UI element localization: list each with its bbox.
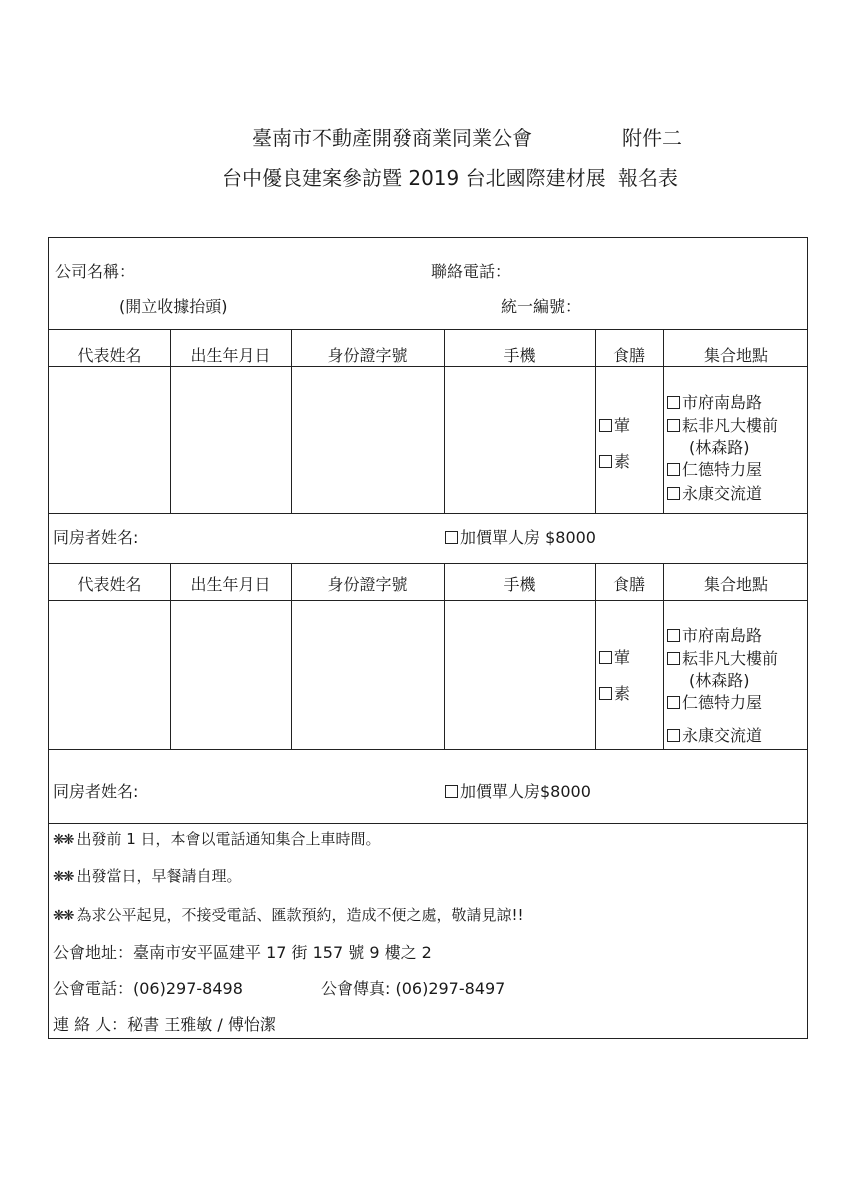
checkbox-icon xyxy=(667,696,680,709)
note-item: ❋❋ 為求公平起見，不接受電話、匯款預約，造成不便之處，敬請見諒!! xyxy=(53,906,524,924)
meeting-point-option[interactable]: 市府南島路 xyxy=(667,393,762,413)
col-header-meeting-point: 集合地點 xyxy=(703,575,768,594)
contact-person: 連 絡 人：秘書 王雅敏 / 傅怡潔 xyxy=(53,1015,276,1034)
meal-option-meat[interactable]: 葷 xyxy=(599,416,630,436)
divider xyxy=(49,366,807,367)
checkbox-icon xyxy=(667,396,680,409)
single-room-option[interactable]: 加價單人房 $8000 xyxy=(445,528,596,548)
event-title: 台中優良建案參訪暨 2019 台北國際建材展 xyxy=(222,166,606,190)
checkbox-icon xyxy=(667,729,680,742)
note-item: ❋❋ 出發前 1 日，本會以電話通知集合上車時間。 xyxy=(53,830,381,848)
meeting-point-option[interactable]: 耘非凡大樓前 xyxy=(667,649,778,669)
col-header-birthdate: 出生年月日 xyxy=(190,575,271,594)
meal-option-vegetarian[interactable]: 素 xyxy=(599,684,630,704)
col-header-mobile: 手機 xyxy=(503,575,536,594)
checkbox-icon xyxy=(445,531,458,544)
single-room-option[interactable]: 加價單人房$8000 xyxy=(445,782,591,802)
meeting-point-option[interactable]: 仁德特力屋 xyxy=(667,693,762,713)
divider xyxy=(49,329,807,330)
roommate-label: 同房者姓名: xyxy=(53,528,139,547)
note-item: ❋❋ 出發當日，早餐請自理。 xyxy=(53,867,242,885)
meal-option-meat[interactable]: 葷 xyxy=(599,648,630,668)
checkbox-icon xyxy=(445,785,458,798)
col-header-mobile: 手機 xyxy=(503,346,536,365)
col-header-name: 代表姓名 xyxy=(77,346,142,365)
tax-id-label: 統一編號： xyxy=(501,297,582,316)
divider xyxy=(49,823,807,824)
association-fax: 公會傳真: (06)297-8497 xyxy=(321,979,506,998)
checkbox-icon xyxy=(599,687,612,700)
contact-phone-label: 聯絡電話： xyxy=(431,262,512,281)
col-header-name: 代表姓名 xyxy=(77,575,142,594)
checkbox-icon xyxy=(667,629,680,642)
meeting-point-option[interactable]: 市府南島路 xyxy=(667,626,762,646)
association-address: 公會地址：臺南市安平區建平 17 街 157 號 9 樓之 2 xyxy=(53,943,432,962)
divider xyxy=(49,600,807,601)
annex-label: 附件二 xyxy=(622,126,682,150)
col-header-meal: 食膳 xyxy=(612,575,645,594)
meeting-point-option[interactable]: 仁德特力屋 xyxy=(667,460,762,480)
col-header-meal: 食膳 xyxy=(612,346,645,365)
meal-option-vegetarian[interactable]: 素 xyxy=(599,452,630,472)
meeting-point-note: (林森路) xyxy=(689,671,750,690)
checkbox-icon xyxy=(599,419,612,432)
checkbox-icon xyxy=(667,487,680,500)
checkbox-icon xyxy=(667,463,680,476)
receipt-title-label: (開立收據抬頭) xyxy=(119,297,228,316)
association-phone: 公會電話：(06)297-8498 xyxy=(53,979,243,998)
checkbox-icon xyxy=(667,652,680,665)
roommate-label: 同房者姓名: xyxy=(53,782,139,801)
divider xyxy=(49,749,807,750)
meeting-point-option[interactable]: 永康交流道 xyxy=(667,726,762,746)
meeting-point-note: (林森路) xyxy=(689,438,750,457)
checkbox-icon xyxy=(599,651,612,664)
col-header-id-number: 身份證字號 xyxy=(327,575,408,594)
divider xyxy=(49,513,807,514)
form-name: 報名表 xyxy=(618,166,678,190)
col-header-id-number: 身份證字號 xyxy=(327,346,408,365)
meeting-point-option[interactable]: 耘非凡大樓前 xyxy=(667,416,778,436)
registration-form xyxy=(48,237,808,1039)
meeting-point-option[interactable]: 永康交流道 xyxy=(667,484,762,504)
checkbox-icon xyxy=(667,419,680,432)
org-title: 臺南市不動產開發商業同業公會 xyxy=(252,126,532,150)
col-header-meeting-point: 集合地點 xyxy=(703,346,768,365)
checkbox-icon xyxy=(599,455,612,468)
company-name-label: 公司名稱： xyxy=(55,262,136,281)
divider xyxy=(49,563,807,564)
col-header-birthdate: 出生年月日 xyxy=(190,346,271,365)
